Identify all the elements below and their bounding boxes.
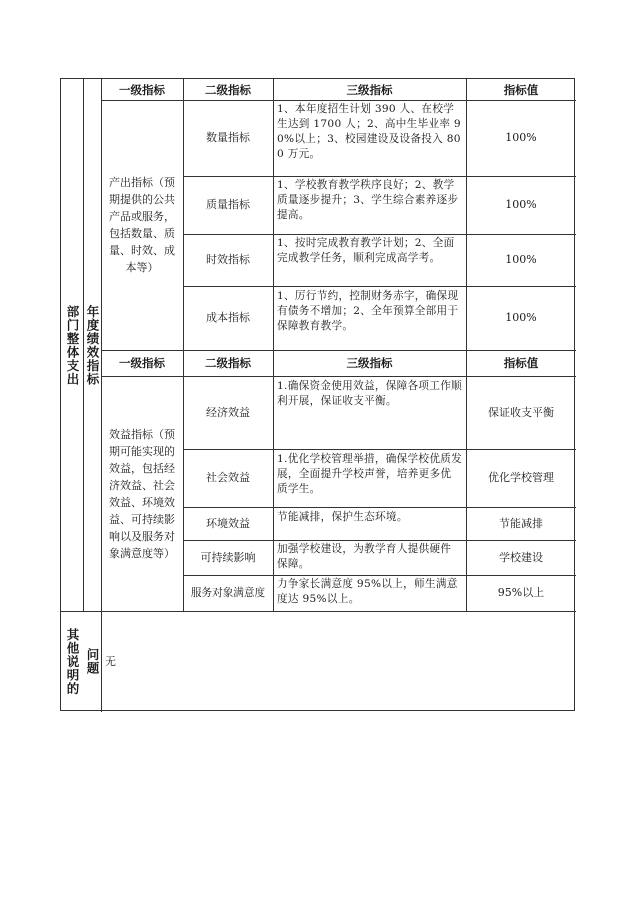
header-value: 指标值: [503, 82, 539, 97]
level3-cell: 力争家长满意度 95%以上，师生满意度达 95%以上。: [277, 578, 458, 605]
value-cell: 95%以上: [497, 586, 545, 599]
value-cell: 100%: [505, 198, 537, 211]
value-cell: 节能减排: [499, 516, 543, 530]
benefit-indicator-label: 效益指标（预期可能实现的效益，包括经济效益、社会效益、环境效益、可持续影响以及服务对象满意度等）: [109, 427, 175, 560]
value-cell: 100%: [505, 311, 537, 324]
value-cell: 学校建设: [499, 550, 543, 564]
section-label-outer: [61, 79, 83, 611]
level2-cell: 数量指标: [206, 131, 250, 144]
value-cell: 保证收支平衡: [488, 405, 554, 419]
section-label-inner: [83, 79, 101, 611]
header-level1: 一级指标: [119, 356, 165, 370]
level2-cell: 经济效益: [206, 405, 250, 419]
level3-cell: 1、按时完成教育教学计划；2、全面完成教学任务，顺利完成高学考。: [277, 237, 455, 264]
level3-cell: 1.优化学校管理举措，确保学校优质发展，全面提升学校声誉，培养更多优质学生。: [277, 453, 463, 495]
value-cell: 100%: [505, 253, 537, 266]
level3-cell: 1、厉行节约，控制财务赤字，确保现有债务不增加；2、全年预算全部用于保障教育教学。: [277, 290, 459, 332]
other-label-inner-text: 问题: [85, 648, 100, 675]
level3-cell: 1、本年度招生计划 390 人、在校学生达到 1700 人；2、高中生毕业率 90%以上；3、校园建设及设备投入 800 万元。: [277, 103, 461, 160]
level3-cell: 1、学校教育教学秩序良好；2、教学质量逐步提升；3、学生综合素养逐步提高。: [277, 179, 459, 221]
level2-cell: 服务对象满意度: [190, 587, 266, 599]
header-level3: 三级指标: [346, 356, 393, 370]
level2-cell: 成本指标: [206, 311, 250, 324]
other-label-inner: [83, 611, 101, 712]
section-label-inner-text: 年度绩效指标: [85, 304, 100, 386]
level3-cell: 加强学校建设，为教学育人提供硬件保障。: [277, 543, 452, 570]
header-level1: 一级指标: [119, 82, 165, 97]
other-label-outer: [61, 611, 83, 712]
performance-indicator-table: [60, 78, 575, 711]
header-level2: 二级指标: [205, 82, 251, 97]
other-content: 无: [105, 654, 116, 668]
value-cell: 优化学校管理: [488, 471, 554, 484]
level2-cell: 时效指标: [206, 253, 250, 266]
level2-cell: 社会效益: [206, 471, 250, 484]
other-label-outer-text: 其他说明的: [65, 627, 80, 696]
level3-cell: 节能减排，保护生态环境。: [277, 511, 408, 523]
level2-cell: 质量指标: [206, 198, 250, 211]
header-value: 指标值: [503, 356, 539, 370]
output-indicator-label: 产出指标（预期提供的公共产品或服务，包括数量、质量、时效、成本等）: [109, 176, 175, 274]
level3-cell: 1.确保资金使用效益，保障各项工作顺利开展，保证收支平衡。: [277, 380, 463, 407]
header-level2: 二级指标: [205, 356, 251, 370]
value-cell: 100%: [505, 131, 537, 144]
header-level3: 三级指标: [346, 82, 393, 97]
section-label-outer-text: 部门整体支出: [65, 304, 80, 386]
level2-cell: 环境效益: [206, 516, 250, 530]
level2-cell: 可持续影响: [200, 550, 256, 564]
